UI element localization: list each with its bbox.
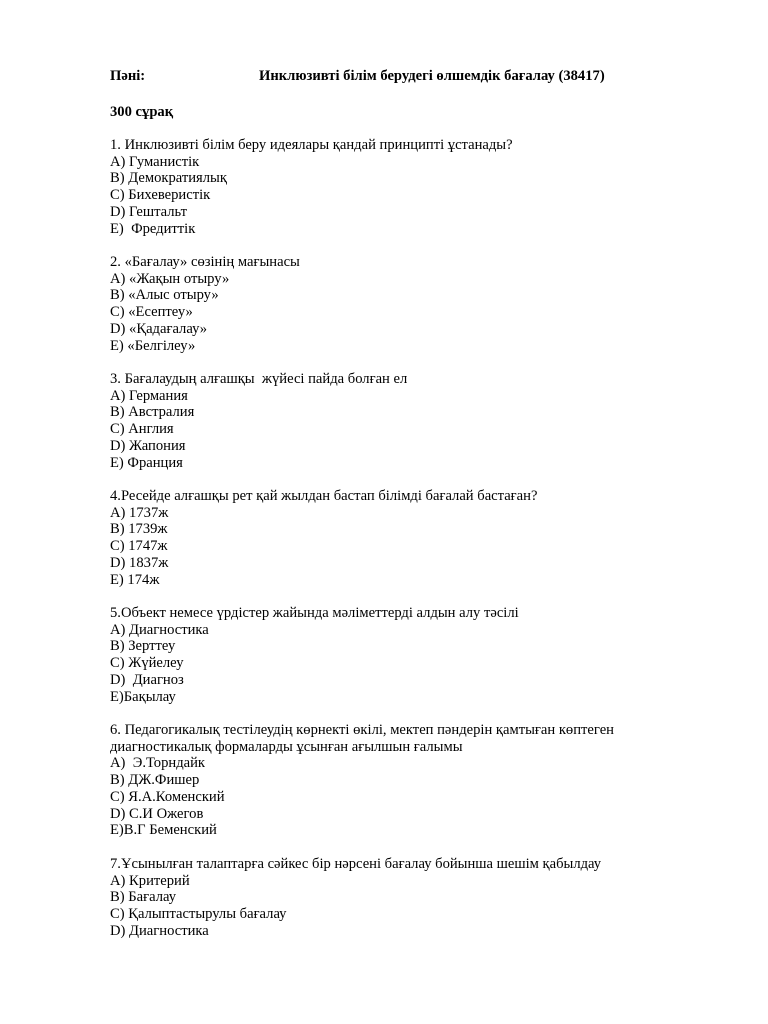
answer-option: A) Диагностика bbox=[110, 621, 209, 638]
answer-option: E) Фредиттік bbox=[110, 220, 196, 237]
answer-option: B) Демократиялық bbox=[110, 170, 227, 187]
answer-option: B) Зерттеу bbox=[110, 638, 176, 655]
answer-option: C) «Есептеу» bbox=[110, 304, 193, 321]
document-page bbox=[110, 68, 670, 956]
answer-option: A) Германия bbox=[110, 387, 188, 404]
answer-option: E)Бақылау bbox=[110, 688, 176, 705]
question-text: 4.Ресейде алғашқы рет қай жылдан бастап білімді бағалай бастаған? bbox=[110, 488, 538, 505]
question-list bbox=[110, 137, 670, 939]
answer-option: B) «Алыс отыру» bbox=[110, 287, 219, 304]
answer-option: C) Жүйелеу bbox=[110, 655, 184, 672]
answer-option: D) «Қадағалау» bbox=[110, 320, 208, 337]
question-text: 1. Инклюзивті білім беру идеялары қандай принципті ұстанады? bbox=[110, 137, 513, 153]
answer-option: D) 1837ж bbox=[110, 554, 169, 571]
answer-option: B) 1739ж bbox=[110, 521, 168, 538]
subject-header bbox=[110, 68, 670, 85]
answer-option: D) Жапония bbox=[110, 437, 186, 454]
subject-title: Инклюзивті білім берудегі өлшемдік бағалау (38417) bbox=[259, 68, 605, 84]
answer-option: E) 174ж bbox=[110, 571, 160, 588]
question-text: 7.Ұсынылған талаптарға сәйкес бір нәрсені бағалау бойынша шешім қабылдау bbox=[110, 855, 602, 872]
answer-option: D) Гештальт bbox=[110, 203, 188, 220]
question-text: 6. Педагогикалық тестілеудің көрнекті өкілі, мектеп пәндерін қамтыған көптеген диагностикалық формаларды ұсынған ағылшын ғалымы bbox=[110, 722, 618, 755]
question-block bbox=[110, 254, 670, 354]
question-block bbox=[110, 488, 670, 588]
question-block bbox=[110, 722, 670, 839]
answer-option: A) 1737ж bbox=[110, 504, 169, 521]
answer-option: C) Я.А.Коменский bbox=[110, 788, 225, 805]
question-count: 300 сұрақ bbox=[110, 104, 174, 120]
question-block bbox=[110, 137, 670, 237]
answer-option: A) Критерий bbox=[110, 872, 190, 889]
answer-option: A) Э.Торндайк bbox=[110, 755, 206, 772]
answer-option: B) Бағалау bbox=[110, 889, 177, 906]
question-text: 3. Бағалаудың алғашқы жүйесі пайда болған ел bbox=[110, 371, 408, 388]
answer-option: B) ДЖ.Фишер bbox=[110, 772, 200, 789]
answer-option: E) Франция bbox=[110, 454, 183, 471]
answer-option: E) «Белгілеу» bbox=[110, 337, 196, 354]
question-block bbox=[110, 605, 670, 705]
answer-option: C) Қалыптастырулы бағалау bbox=[110, 905, 287, 922]
answer-option: C) Бихеверистік bbox=[110, 187, 211, 204]
answer-option: C) Англия bbox=[110, 421, 174, 438]
answer-option: A) Гуманистік bbox=[110, 153, 200, 170]
question-text: 2. «Бағалау» сөзінің мағынасы bbox=[110, 254, 300, 271]
answer-option: C) 1747ж bbox=[110, 538, 168, 555]
answer-option: A) «Жақын отыру» bbox=[110, 270, 230, 287]
answer-option: D) Диагноз bbox=[110, 671, 184, 688]
answer-option: D) Диагностика bbox=[110, 922, 209, 939]
question-block bbox=[110, 371, 670, 471]
subject-label: Пәні: bbox=[110, 68, 146, 84]
answer-option: E)В.Г Беменский bbox=[110, 822, 217, 839]
question-block bbox=[110, 856, 670, 940]
question-text: 5.Объект немесе үрдістер жайында мәліметтерді алдын алу тәсілі bbox=[110, 605, 519, 622]
answer-option: D) С.И Ожегов bbox=[110, 805, 204, 822]
answer-option: B) Австралия bbox=[110, 404, 195, 421]
